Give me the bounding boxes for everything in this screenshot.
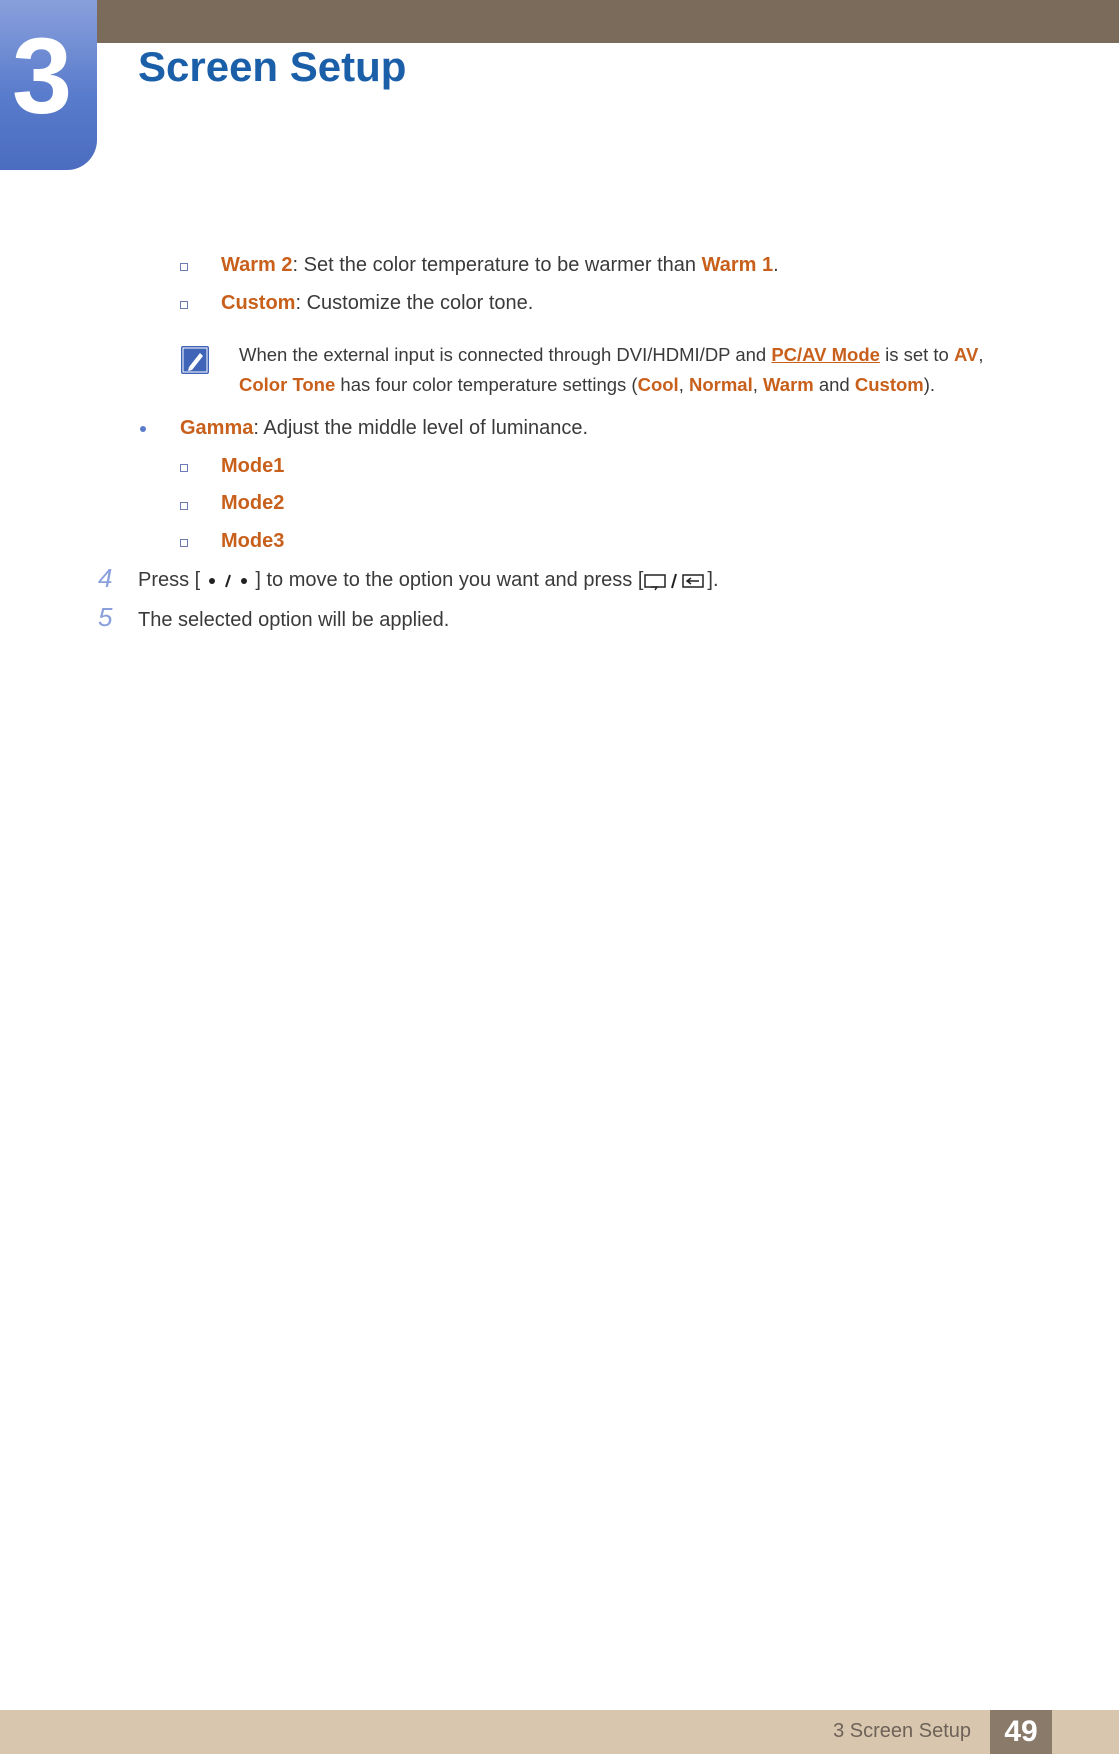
note-text: and (813, 374, 855, 395)
chapter-tab (0, 0, 97, 170)
round-bullet-icon (140, 426, 146, 432)
enter-source-keys-icon (643, 571, 707, 591)
list-item-mode2: Mode2 (221, 492, 285, 514)
note-line-2 (239, 372, 935, 398)
note-text: has four color temperature settings ( (335, 374, 638, 395)
up-down-arrows-icon (206, 573, 250, 589)
step-text: Press [ (138, 569, 201, 591)
note-text: is set to (879, 344, 954, 365)
step-text: ]. (707, 569, 719, 591)
note-text: , (978, 344, 984, 365)
note-pencil-icon (180, 345, 210, 375)
gamma-desc: : Adjust the middle level of luminance. (253, 417, 589, 439)
square-bullet-icon (180, 263, 188, 271)
list-item-mode3: Mode3 (221, 530, 285, 552)
list-item-mode1: Mode1 (221, 455, 285, 477)
square-bullet-icon (180, 464, 188, 472)
footer-section-label: 3 Screen Setup (833, 1720, 971, 1742)
warm2-end: . (773, 254, 779, 276)
term-normal: Normal (688, 374, 753, 395)
term-color-tone: Color Tone (239, 374, 336, 395)
square-bullet-icon (180, 301, 188, 309)
note-text: , (678, 374, 689, 395)
page-number: 49 (1004, 1715, 1038, 1748)
chapter-number: 3 (11, 15, 69, 136)
step-text: ] to move to the option you want and press [ (255, 569, 644, 591)
term-warm: Warm (763, 374, 814, 395)
step-4-text (138, 567, 719, 593)
custom-desc: : Customize the color tone. (295, 292, 534, 314)
warm2-desc: : Set the color temperature to be warmer than (292, 254, 702, 276)
square-bullet-icon (180, 502, 188, 510)
term-cool: Cool (637, 374, 679, 395)
step-number-5: 5 (98, 602, 113, 632)
square-bullet-icon (180, 539, 188, 547)
term-custom: Custom (221, 292, 296, 314)
list-item-custom (221, 290, 533, 316)
list-item-gamma (180, 415, 588, 441)
note-text: , (752, 374, 763, 395)
header-bar (0, 0, 1119, 43)
term-pc-av-mode: PC/AV Mode (771, 344, 880, 365)
chapter-title: Screen Setup (138, 43, 407, 90)
note-line-1 (239, 342, 983, 368)
step-number-4: 4 (98, 563, 113, 593)
list-item-warm2 (221, 252, 779, 278)
note-text: When the external input is connected through DVI/HDMI/DP and (239, 344, 772, 365)
term-av: AV (953, 344, 979, 365)
note-text: ). (923, 374, 936, 395)
term-custom-note: Custom (854, 374, 924, 395)
term-gamma: Gamma (180, 417, 254, 439)
term-warm2: Warm 2 (221, 254, 293, 276)
term-warm1: Warm 1 (701, 254, 774, 276)
page-number-box (990, 1710, 1052, 1754)
step-5-text: The selected option will be applied. (138, 609, 450, 631)
